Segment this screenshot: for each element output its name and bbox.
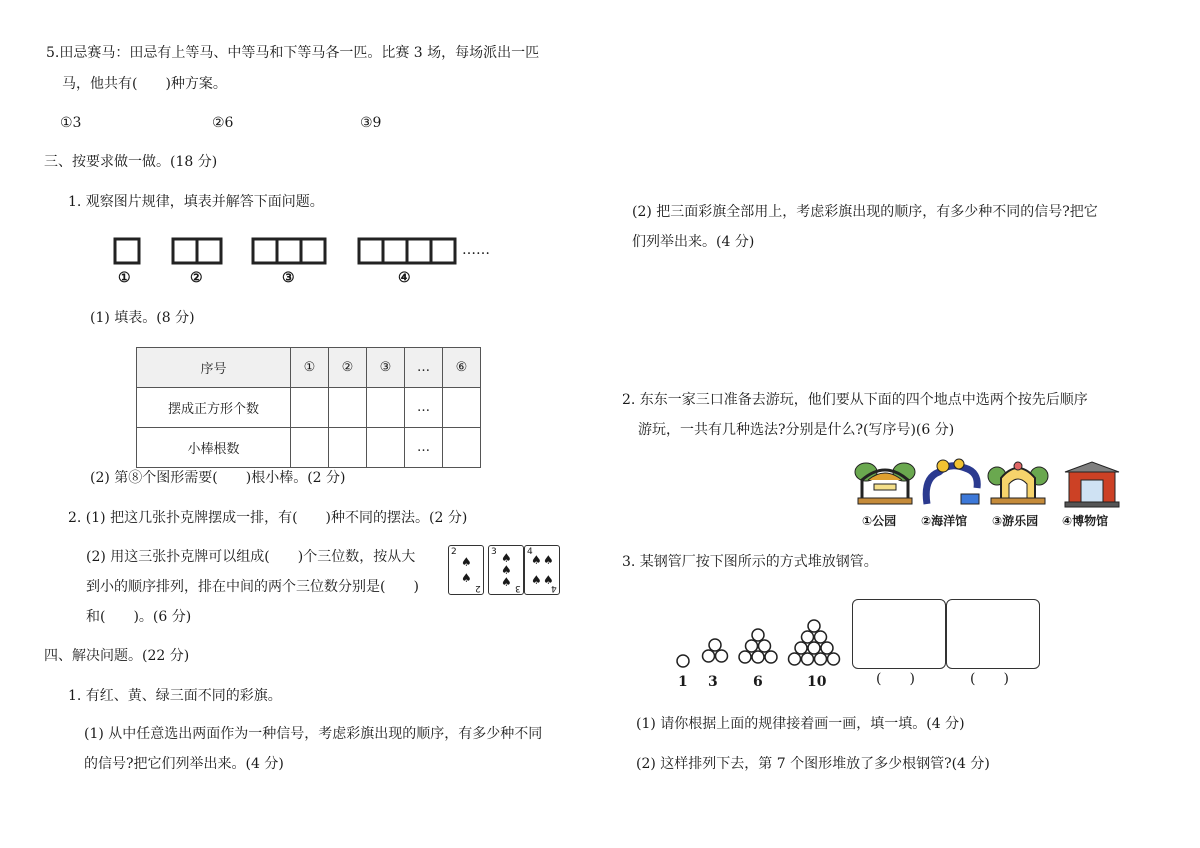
pile-count-6: 6	[753, 674, 763, 690]
place-label-amusement-park: ③游乐园	[992, 514, 1039, 528]
s4-q2-line2: 游玩，一共有几种选法?分别是什么?(写序号)(6 分)	[638, 422, 955, 438]
spade-icon: ♠	[501, 575, 512, 589]
table-header-cell: ⑥	[443, 348, 481, 388]
spade-icon: ♠	[461, 571, 472, 585]
s4-q1-part1-line2: 的信号?把它们列举出来。(4 分)	[84, 756, 284, 772]
s3-q2-part2-line1: (2) 用这三张扑克牌可以组成( )个三位数，按从大	[86, 549, 416, 565]
table-header-cell: ①	[291, 348, 329, 388]
q5-line1: 5.田忌赛马：田忌有上等马、中等马和下等马各一匹。比赛 3 场，每场派出一匹	[46, 45, 540, 61]
playing-card-2	[448, 545, 484, 595]
pipe-pile-10	[786, 618, 842, 670]
playing-card-3	[488, 545, 524, 595]
s4-q3-text: 3. 某钢管厂按下图所示的方式堆放钢管。	[622, 554, 878, 570]
spade-icon: ♠	[543, 573, 554, 587]
s4-q3-part1: (1) 请你根据上面的规律接着画一画，填一填。(4 分)	[636, 716, 965, 732]
figure-4-squares	[356, 236, 460, 268]
table-blank-cell[interactable]	[443, 388, 481, 428]
card-rank: 3	[515, 583, 521, 593]
pipe-pile-3	[698, 636, 732, 670]
table-row	[137, 428, 481, 468]
spade-icon: ♠	[531, 573, 542, 587]
q5-option-3: ③9	[360, 115, 382, 131]
table-row-label: 摆成正方形个数	[137, 388, 291, 428]
s3-q2-part2-line2: 到小的顺序排列，排在中间的两个三位数分别是( )	[86, 579, 419, 595]
q5-option-1: ①3	[60, 115, 82, 131]
table-header-row	[137, 348, 481, 388]
figure-label-2: ②	[190, 270, 203, 286]
blank-count-6[interactable]: ( )	[970, 671, 1009, 687]
place-label-museum: ④博物馆	[1062, 514, 1109, 528]
table-blank-cell[interactable]	[367, 428, 405, 468]
blank-count-5[interactable]: ( )	[876, 671, 915, 687]
amusement-park-icon	[987, 458, 1049, 508]
pile-count-1: 1	[678, 674, 688, 690]
s4-q1-part1-line1: (1) 从中任意选出两面作为一种信号，考虑彩旗出现的顺序，有多少种不同	[84, 726, 543, 742]
pipe-pile-6	[736, 626, 780, 670]
card-rank: 4	[527, 547, 533, 557]
q5-option-2: ②6	[212, 115, 234, 131]
playing-card-4	[524, 545, 560, 595]
park-gate-icon	[854, 458, 916, 508]
pipe-pile-1	[670, 650, 696, 670]
s3-q2-part2-line3: 和( )。(6 分)	[86, 609, 192, 625]
s3-q1-part2: (2) 第⑧个图形需要( )根小棒。(2 分)	[90, 470, 346, 486]
table-blank-cell[interactable]	[367, 388, 405, 428]
card-rank: 3	[491, 547, 497, 557]
figure-2-squares	[170, 236, 226, 268]
drawing-box-5[interactable]	[852, 599, 946, 669]
s4-q1-part2-line2: 们列举出来。(4 分)	[632, 234, 755, 250]
section4-title: 四、解决问题。(22 分)	[44, 648, 190, 664]
spade-icon: ♠	[501, 551, 512, 565]
spade-icon: ♠	[531, 553, 542, 567]
figure-3-squares	[250, 236, 330, 268]
table-blank-cell[interactable]	[443, 428, 481, 468]
museum-icon	[1061, 458, 1123, 508]
table-blank-cell[interactable]	[329, 428, 367, 468]
pile-count-10: 10	[807, 674, 827, 690]
s3-q1-text: 1. 观察图片规律，填表并解答下面问题。	[68, 194, 324, 210]
figure-label-3: ③	[282, 270, 295, 286]
table-dots-cell: …	[405, 428, 443, 468]
s4-q2-line1: 2. 东东一家三口准备去游玩，他们要从下面的四个地点中选两个按先后顺序	[622, 392, 1088, 408]
s3-q1-part1: (1) 填表。(8 分)	[90, 310, 195, 326]
spade-icon: ♠	[543, 553, 554, 567]
s4-q1-part2-line1: (2) 把三面彩旗全部用上，考虑彩旗出现的顺序，有多少种不同的信号?把它	[632, 204, 1098, 220]
table-blank-cell[interactable]	[291, 388, 329, 428]
table-header-cell: ③	[367, 348, 405, 388]
section3-title: 三、按要求做一做。(18 分)	[44, 154, 218, 170]
fill-in-table	[136, 347, 481, 468]
figure-1-squares	[112, 236, 144, 268]
table-row-label: 小棒根数	[137, 428, 291, 468]
card-rank: 2	[451, 547, 457, 557]
spade-icon: ♠	[501, 563, 512, 577]
s4-q1-text: 1. 有红、黄、绿三面不同的彩旗。	[68, 688, 282, 704]
card-rank: 4	[551, 583, 557, 593]
figure-label-1: ①	[118, 270, 131, 286]
aquarium-icon	[921, 458, 983, 508]
table-header-cell: ②	[329, 348, 367, 388]
spade-icon: ♠	[461, 555, 472, 569]
pile-count-3: 3	[708, 674, 718, 690]
place-label-aquarium: ②海洋馆	[921, 514, 968, 528]
s4-q3-part2: (2) 这样排列下去，第 7 个图形堆放了多少根钢管?(4 分)	[636, 756, 990, 772]
place-label-park: ①公园	[862, 514, 897, 528]
table-blank-cell[interactable]	[329, 388, 367, 428]
q5-line2: 马，他共有( )种方案。	[62, 76, 227, 92]
table-header-cell: 序号	[137, 348, 291, 388]
figure-label-4: ④	[398, 270, 411, 286]
pattern-ellipsis: ……	[462, 242, 490, 258]
table-row	[137, 388, 481, 428]
card-rank: 2	[475, 583, 481, 593]
table-header-cell: …	[405, 348, 443, 388]
s3-q2-part1: 2. (1) 把这几张扑克牌摆成一排，有( )种不同的摆法。(2 分)	[68, 510, 468, 526]
table-dots-cell: …	[405, 388, 443, 428]
table-blank-cell[interactable]	[291, 428, 329, 468]
drawing-box-6[interactable]	[946, 599, 1040, 669]
